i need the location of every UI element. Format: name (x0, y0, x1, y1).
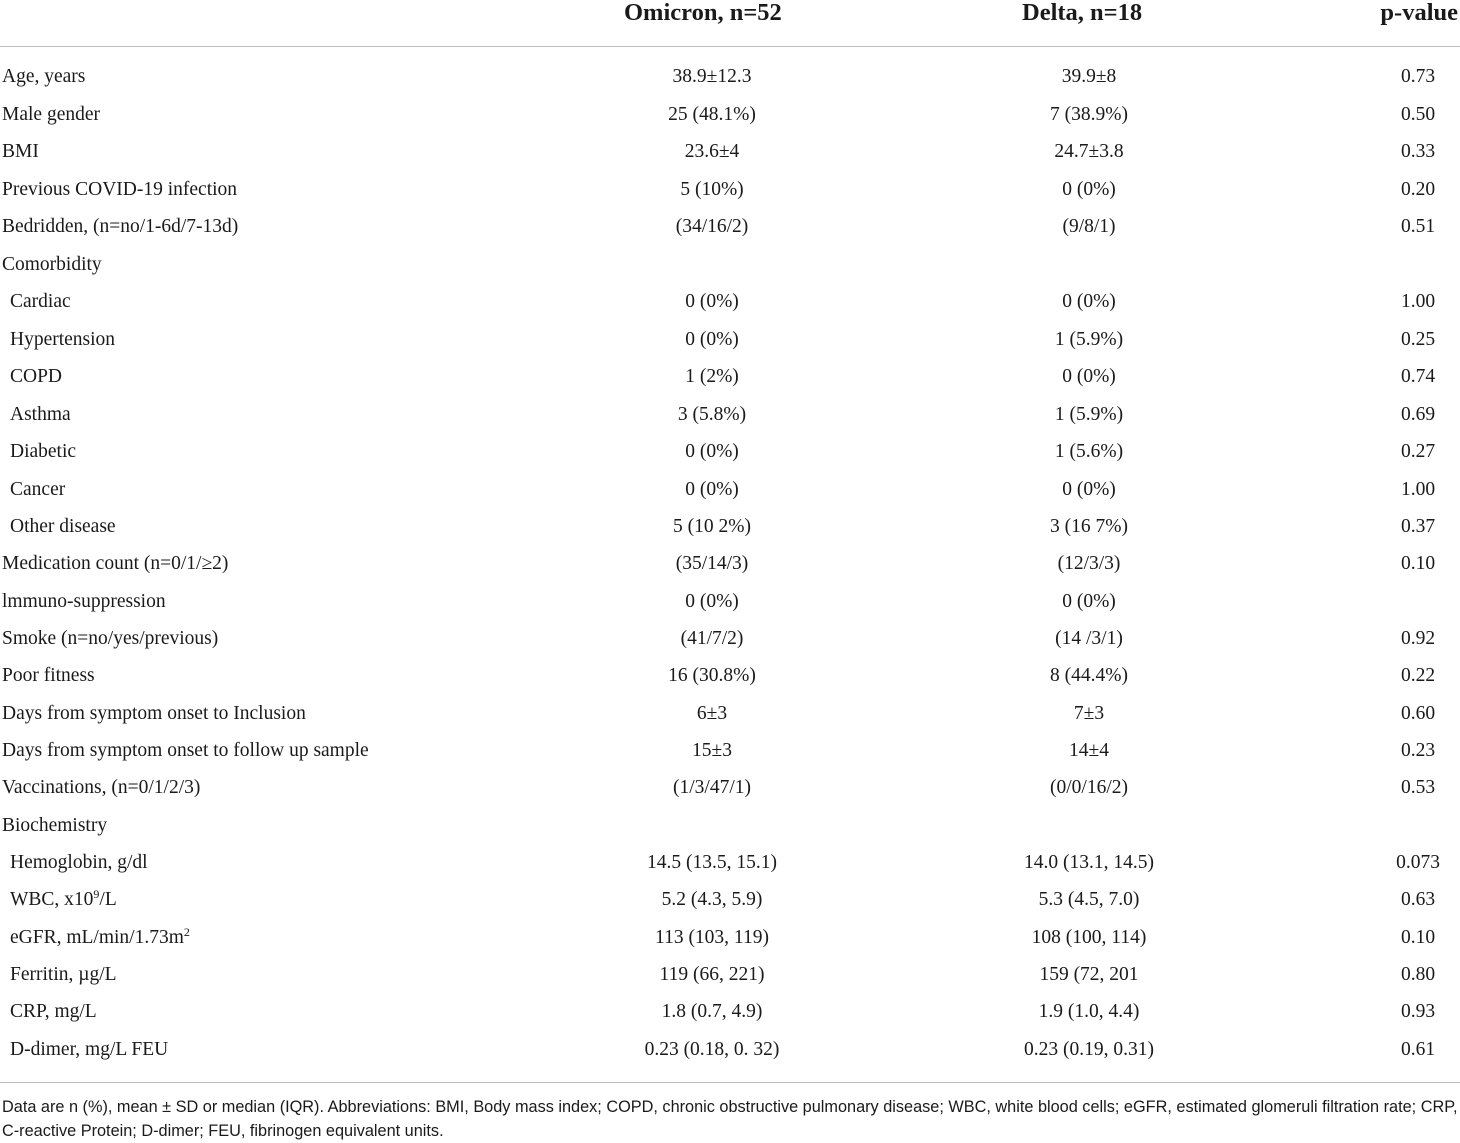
row-label: Ferritin, µg/L (10, 964, 117, 985)
omicron-value: 0.23 (0.18, 0. 32) (644, 1038, 780, 1060)
table-row (0, 546, 1460, 583)
omicron-value: 25 (48.1%) (668, 103, 756, 125)
delta-value: 8 (44.4%) (1050, 665, 1128, 686)
table-row (0, 434, 1460, 471)
table-bottom-rule (0, 1082, 1460, 1083)
row-label: D-dimer, mg/L FEU (10, 1038, 169, 1060)
omicron-value: 0 (0%) (685, 291, 739, 312)
row-label (10, 888, 117, 912)
row-label: Age, years (2, 66, 86, 87)
p-value: 0.50 (1400, 103, 1436, 125)
table-row (0, 696, 1460, 733)
delta-value: 0.23 (0.19, 0.31) (1024, 1038, 1154, 1060)
delta-value: (0/0/16/2) (1050, 777, 1128, 798)
p-value: 0.73 (1400, 66, 1436, 87)
table-row (0, 994, 1460, 1031)
table-row (0, 509, 1460, 546)
row-label: Days from symptom onset to follow up sample (2, 740, 369, 761)
row-label: Diabetic (10, 441, 77, 462)
omicron-value: 113 (103, 119) (655, 926, 769, 948)
delta-value: 24.7±3.8 (1054, 141, 1124, 162)
delta-value: 14±4 (1069, 740, 1109, 761)
table-row (0, 658, 1460, 695)
table-row (0, 957, 1460, 994)
delta-value: 1 (5.9%) (1054, 328, 1124, 350)
delta-value: (9/8/1) (1062, 216, 1116, 237)
table-row (0, 1032, 1460, 1069)
table-row (0, 322, 1460, 359)
row-label: Other disease (10, 516, 116, 537)
omicron-value: 0 (0%) (685, 478, 739, 500)
section-label: Comorbidity (2, 253, 102, 275)
row-label: BMI (2, 141, 39, 162)
table-footnote: Data are n (%), mean ± SD or median (IQR). Abbreviations: BMI, Body mass index; COPD, chronic obstructive pulmonary disease; WBC, white blood cells; eGFR, estimated glomeruli filtration rate; CRP, C-reactive Protein; D-dimer; FEU, fibrinogen equivalent units. (2, 1098, 1458, 1140)
delta-value: 3 (16 7%) (1050, 516, 1128, 537)
row-label: Cancer (10, 478, 66, 500)
p-value: 0.23 (1400, 740, 1436, 761)
p-value: 0.92 (1400, 628, 1436, 649)
label-text: WBC, x10 (10, 889, 94, 910)
p-value: 0.22 (1400, 665, 1436, 686)
omicron-value: 1.8 (0.7, 4.9) (661, 1001, 763, 1022)
table-row (0, 584, 1460, 621)
row-label: Male gender (2, 103, 100, 125)
table-row (0, 845, 1460, 882)
p-value: 0.073 (1396, 852, 1440, 873)
p-value: 1.00 (1400, 291, 1436, 312)
omicron-value: 38.9±12.3 (672, 66, 752, 87)
row-label: Previous COVID-19 infection (2, 178, 238, 200)
table-row (0, 882, 1460, 919)
delta-value: 0 (0%) (1062, 291, 1116, 312)
row-label: Days from symptom onset to Inclusion (2, 702, 306, 724)
p-value: 1.00 (1400, 478, 1436, 500)
table-row (0, 134, 1460, 171)
omicron-value: (1/3/47/1) (673, 777, 751, 798)
label-text-suffix: /L (99, 889, 117, 910)
p-value: 0.10 (1400, 926, 1436, 948)
p-value: 0.80 (1400, 964, 1436, 985)
p-value: 0.93 (1400, 1001, 1436, 1022)
omicron-value: (41/7/2) (680, 628, 744, 649)
delta-value: 1 (5.9%) (1054, 403, 1124, 425)
delta-value: 1.9 (1.0, 4.4) (1038, 1001, 1140, 1022)
delta-value: 14.0 (13.1, 14.5) (1024, 852, 1154, 873)
omicron-value: (34/16/2) (675, 216, 749, 237)
omicron-value: 5 (10 2%) (673, 516, 751, 537)
p-value: 0.33 (1400, 141, 1436, 162)
omicron-value: 16 (30.8%) (668, 665, 756, 686)
omicron-value: 23.6±4 (684, 141, 740, 162)
delta-value: 159 (72, 201 (1039, 964, 1139, 985)
p-value: 0.61 (1400, 1038, 1436, 1060)
label-superscript: 2 (183, 924, 190, 939)
row-label: Hypertension (10, 328, 116, 350)
table-row (0, 359, 1460, 396)
omicron-value: 5.2 (4.3, 5.9) (661, 889, 763, 910)
row-label: Cardiac (10, 291, 71, 312)
row-label: Hemoglobin, g/dl (10, 852, 148, 873)
omicron-value: 5 (10%) (680, 178, 744, 200)
header-delta: Delta, n=18 (1022, 0, 1143, 26)
p-value: 0.27 (1400, 441, 1436, 462)
omicron-value: 0 (0%) (685, 441, 739, 462)
row-label: lmmuno-suppression (2, 590, 166, 612)
p-value: 0.63 (1400, 889, 1436, 910)
delta-value: 7±3 (1073, 702, 1105, 724)
p-value: 0.10 (1400, 553, 1436, 574)
delta-value: (14 /3/1) (1055, 628, 1123, 649)
section-row-biochemistry (0, 808, 1460, 845)
delta-value: 0 (0%) (1062, 478, 1116, 500)
table-row (0, 472, 1460, 509)
section-label: Biochemistry (2, 814, 108, 836)
table-row (0, 770, 1460, 807)
p-value: 0.69 (1400, 403, 1436, 425)
row-label: Poor fitness (2, 665, 95, 686)
omicron-value: 119 (66, 221) (659, 964, 765, 985)
omicron-value: 1 (2%) (685, 366, 739, 387)
delta-value: 1 (5.6%) (1054, 441, 1124, 462)
row-label: Bedridden, (n=no/1-6d/7-13d) (2, 216, 239, 237)
p-value: 0.20 (1400, 178, 1436, 200)
omicron-value: (35/14/3) (675, 553, 749, 574)
omicron-value: 15±3 (692, 740, 732, 761)
omicron-value: 6±3 (696, 702, 728, 724)
row-label: Smoke (n=no/yes/previous) (2, 628, 219, 649)
omicron-value: 0 (0%) (685, 328, 739, 350)
row-label: Vaccinations, (n=0/1/2/3) (2, 777, 201, 798)
p-value: 0.25 (1400, 328, 1436, 350)
section-row-comorbidity (0, 247, 1460, 284)
omicron-value: 14.5 (13.5, 15.1) (647, 852, 777, 873)
header-omicron: Omicron, n=52 (624, 0, 782, 26)
label-superscript: 9 (93, 887, 100, 901)
table-row (0, 621, 1460, 658)
table-row (0, 97, 1460, 134)
label-text: eGFR, mL/min/1.73m (10, 926, 184, 948)
row-label: Medication count (n=0/1/≥2) (2, 553, 229, 574)
delta-value: 108 (100, 114) (1031, 926, 1147, 948)
table-row (0, 172, 1460, 209)
row-label: CRP, mg/L (10, 1001, 97, 1022)
table-row (0, 733, 1460, 770)
delta-value: 39.9±8 (1061, 66, 1117, 87)
delta-value: 7 (38.9%) (1050, 103, 1128, 125)
row-label: COPD (10, 366, 63, 387)
delta-value: 5.3 (4.5, 7.0) (1038, 889, 1140, 910)
table-row (0, 59, 1460, 96)
table-row (0, 920, 1460, 957)
p-value: 0.37 (1400, 516, 1436, 537)
omicron-value: 0 (0%) (685, 590, 739, 612)
row-label: Asthma (10, 403, 71, 425)
p-value: 0.74 (1400, 366, 1436, 387)
delta-value: (12/3/3) (1057, 553, 1121, 574)
table-row (0, 397, 1460, 434)
table-row (0, 209, 1460, 246)
p-value: 0.51 (1400, 216, 1436, 237)
delta-value: 0 (0%) (1062, 366, 1116, 387)
p-value: 0.53 (1400, 777, 1436, 798)
row-label (10, 926, 190, 950)
omicron-value: 3 (5.8%) (677, 403, 747, 425)
header-pvalue: p-value (1380, 0, 1458, 26)
table-row (0, 284, 1460, 321)
delta-value: 0 (0%) (1062, 590, 1116, 612)
p-value: 0.60 (1400, 702, 1436, 724)
delta-value: 0 (0%) (1062, 178, 1116, 200)
table-header (0, 0, 1460, 47)
